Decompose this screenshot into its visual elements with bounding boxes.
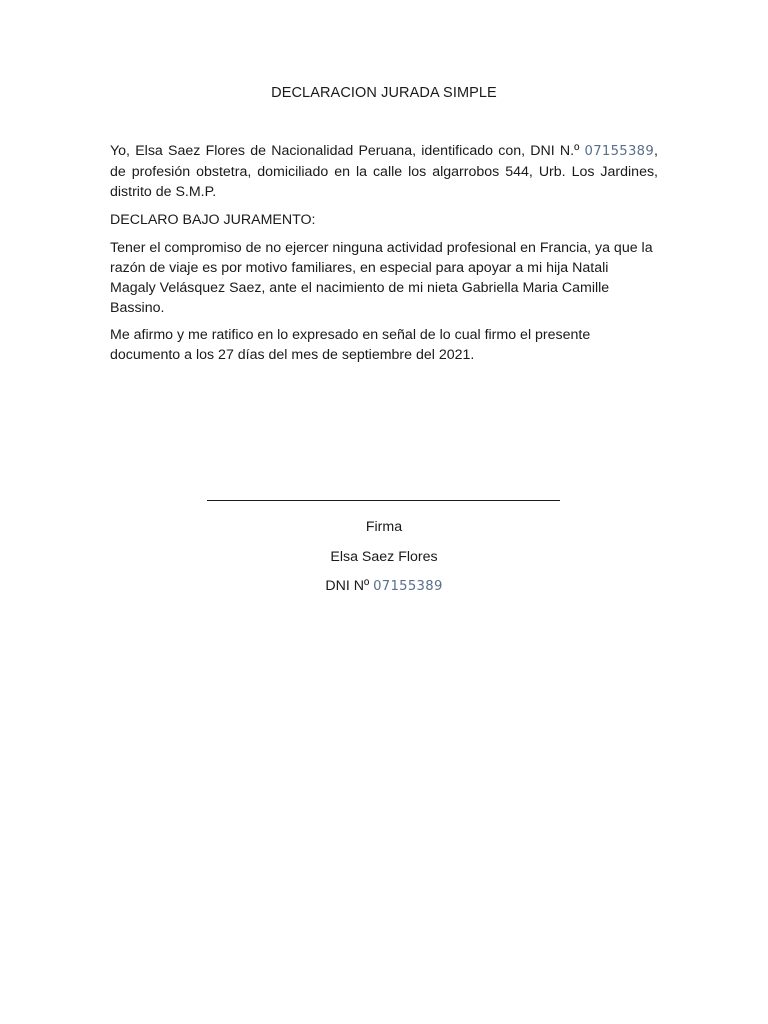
declaration-heading: DECLARO BAJO JURAMENTO:	[110, 212, 316, 228]
signature-line	[207, 500, 560, 501]
signer-dni	[0, 578, 768, 594]
identity-text-start: Yo, Elsa Saez Flores de Nacionalidad Peruana, identificado con, DNI N.º	[110, 143, 585, 159]
identity-paragraph	[110, 141, 658, 202]
commitment-paragraph: Tener el compromiso de no ejercer ninguna actividad profesional en Francia, ya que la razón de viaje es por motivo familiares, en especial para apoyar a mi hija Natali Magaly Velásquez Saez, ante el nacimiento de mi nieta Gabriella Maria Camille Bassino.	[110, 240, 653, 316]
signer-name: Elsa Saez Flores	[330, 549, 438, 565]
signer-dni-prefix: DNI Nº	[325, 578, 374, 594]
document-title: DECLARACION JURADA SIMPLE	[271, 85, 497, 101]
signature-label: Firma	[365, 519, 403, 535]
ratification-paragraph: Me afirmo y me ratifico en lo expresado en señal de lo cual firmo el presente documento a los 27 días del mes de septiembre del 2021.	[110, 327, 591, 363]
signer-dni-number: 07155389	[373, 579, 443, 594]
identity-text-end: , de profesión obstetra, domiciliado en la calle los algarrobos 544, Urb. Los Jardines, distrito de S.M.P.	[110, 143, 658, 200]
dni-number: 07155389	[584, 144, 655, 159]
